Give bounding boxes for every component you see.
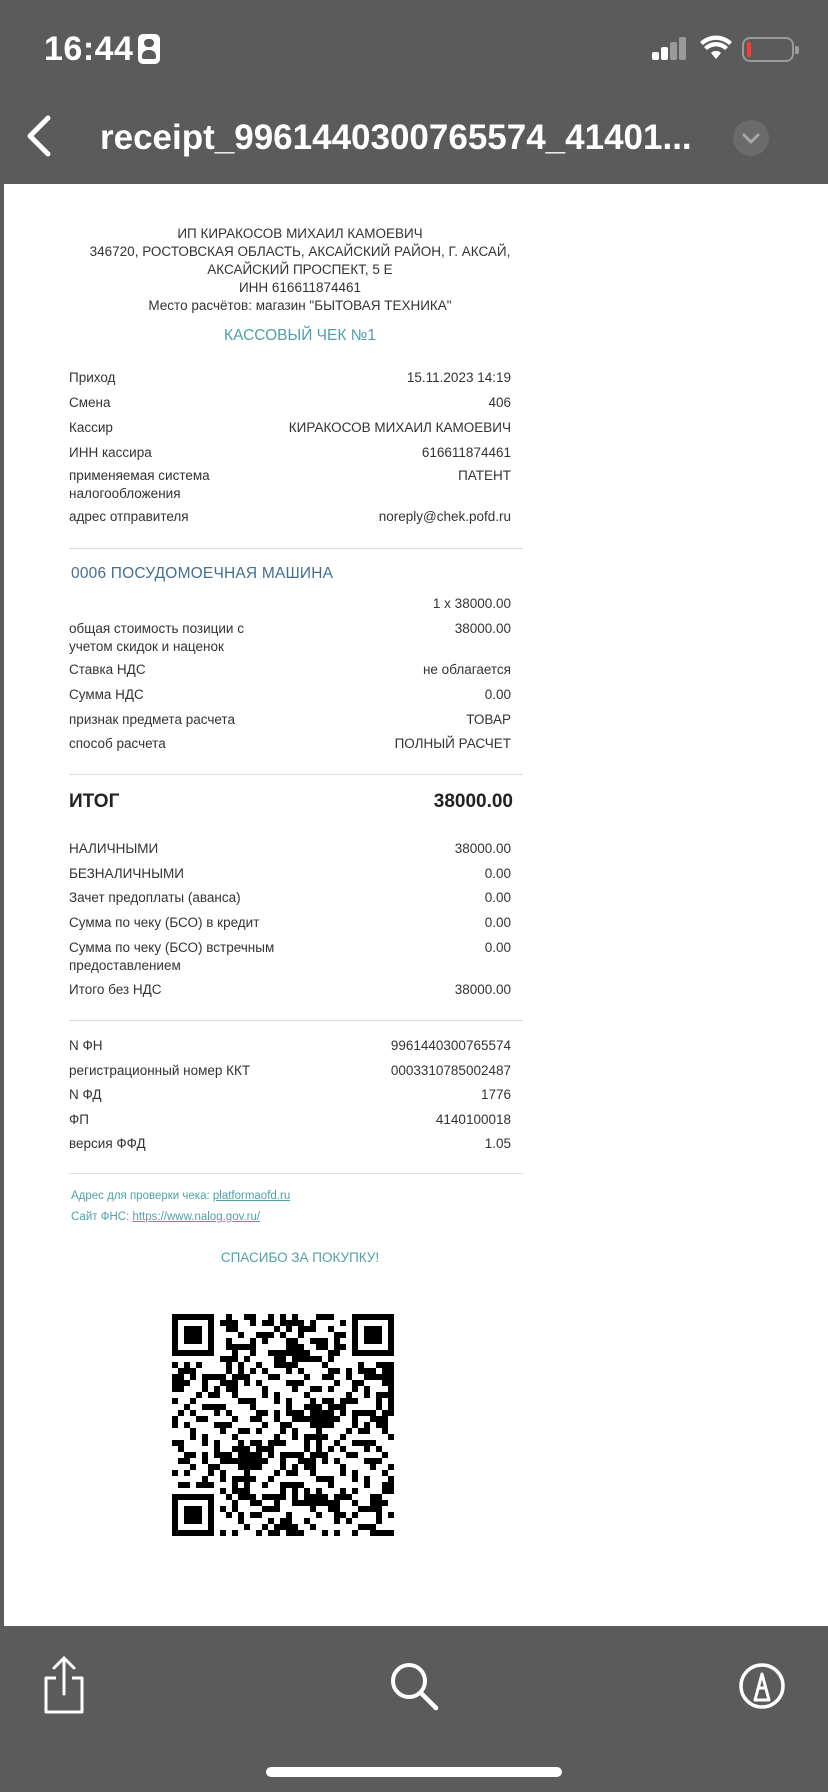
fiscal-label: версия ФФД <box>69 1136 146 1151</box>
item-value: ПОЛНЫЙ РАСЧЕТ <box>394 736 511 751</box>
payment-label: Зачет предоплаты (аванса) <box>69 890 241 905</box>
fiscal-label: регистрационный номер ККТ <box>69 1063 251 1078</box>
fiscal-value: 1.05 <box>484 1136 511 1151</box>
payment-label: Сумма по чеку (БСО) в кредит <box>69 915 260 930</box>
item-label: Ставка НДС <box>69 662 146 677</box>
info-value: 616611874461 <box>421 445 511 460</box>
divider <box>69 1020 523 1021</box>
check-address-line <box>71 1190 290 1202</box>
payment-value: 0.00 <box>484 940 511 955</box>
payment-value: 38000.00 <box>454 982 511 997</box>
battery-icon <box>742 37 794 62</box>
payment-value: 0.00 <box>484 890 511 905</box>
thanks-message: СПАСИБО ЗА ПОКУПКУ! <box>220 1250 380 1265</box>
document-page[interactable] <box>4 184 828 1626</box>
item-value: не облагается <box>422 662 511 677</box>
check-address-label: Адрес для проверки чека: <box>71 1190 210 1202</box>
info-label: Приход <box>69 370 116 385</box>
item-label: общая стоимость позиции с учетом скидок и наценок <box>69 621 244 654</box>
payment-value: 0.00 <box>484 866 511 881</box>
info-value: 15.11.2023 14:19 <box>406 370 511 385</box>
fiscal-value: 1776 <box>480 1087 511 1102</box>
payment-value: 0.00 <box>484 915 511 930</box>
receipt-title: КАССОВЫЙ ЧЕК №1 <box>224 327 376 344</box>
fns-site-line <box>71 1211 260 1223</box>
total-value: 38000.00 <box>433 791 513 812</box>
search-icon[interactable] <box>382 1654 446 1718</box>
seller-name: ИП КИРАКОСОВ МИХАИЛ КАМОЕВИЧ <box>177 226 423 241</box>
check-address-link[interactable]: platformaofd.ru <box>212 1190 291 1202</box>
wifi-icon <box>700 34 732 60</box>
seller-inn: ИНН 616611874461 <box>238 280 362 295</box>
home-indicator[interactable] <box>266 1767 562 1777</box>
divider <box>69 1173 523 1174</box>
status-bar <box>0 0 828 96</box>
fiscal-label: N ФН <box>69 1038 103 1053</box>
item-value: 0.00 <box>484 687 511 702</box>
info-label: Смена <box>69 395 111 410</box>
item-label: признак предмета расчета <box>69 712 235 727</box>
item-value: ТОВАР <box>466 712 511 727</box>
settlement-place: Место расчётов: магазин "БЫТОВАЯ ТЕХНИКА" <box>148 298 452 313</box>
payment-label: Сумма по чеку (БСО) встречным предоставлением <box>69 940 275 973</box>
info-label: Кассир <box>69 420 113 435</box>
status-time: 16:44 <box>44 30 134 68</box>
fns-site-link[interactable]: https://www.nalog.gov.ru/ <box>132 1211 261 1223</box>
info-label: применяемая система налогообложения <box>69 468 210 501</box>
cellular-signal-icon <box>652 36 688 60</box>
seller-address-line2: АКСАЙСКИЙ ПРОСПЕКТ, 5 Е <box>207 262 393 277</box>
divider <box>69 774 523 775</box>
fiscal-label: ФП <box>69 1112 89 1127</box>
fns-site-label: Сайт ФНС: <box>71 1211 130 1223</box>
chevron-left-icon[interactable] <box>20 112 60 160</box>
chevron-down-icon <box>733 120 769 156</box>
info-value: ПАТЕНТ <box>458 468 511 483</box>
contact-card-icon <box>138 34 160 64</box>
receipt <box>4 184 828 1626</box>
payment-value: 38000.00 <box>454 841 511 856</box>
info-value: КИРАКОСОВ МИХАИЛ КАМОЕВИЧ <box>288 420 511 435</box>
fiscal-value: 0003310785002487 <box>390 1063 511 1078</box>
info-value[interactable]: noreply@chek.pofd.ru <box>378 509 511 524</box>
fiscal-value: 4140100018 <box>435 1112 511 1127</box>
fiscal-label: N ФД <box>69 1087 102 1102</box>
divider <box>69 548 523 549</box>
item-label: Сумма НДС <box>69 687 144 702</box>
item-name: 0006 ПОСУДОМОЕЧНАЯ МАШИНА <box>71 565 334 582</box>
payment-label: Итого без НДС <box>69 982 162 997</box>
document-title: receipt_9961440300765574_41401... <box>100 118 692 157</box>
payment-label: НАЛИЧНЫМИ <box>69 841 159 856</box>
share-icon[interactable] <box>32 1654 96 1718</box>
item-label: способ расчета <box>69 736 166 751</box>
info-value: 406 <box>488 395 511 410</box>
item-qty-price: 1 x 38000.00 <box>432 596 511 611</box>
seller-address-line1: 346720, РОСТОВСКАЯ ОБЛАСТЬ, АКСАЙСКИЙ РАЙОН, Г. АКСАЙ, <box>89 244 511 259</box>
bottom-toolbar <box>0 1626 828 1792</box>
info-label: ИНН кассира <box>69 445 152 460</box>
nav-bar <box>0 96 828 184</box>
total-row <box>69 791 513 817</box>
title-menu-button[interactable] <box>733 120 769 156</box>
item-value: 38000.00 <box>454 621 511 636</box>
fiscal-value: 9961440300765574 <box>390 1038 511 1053</box>
total-label: ИТОГ <box>69 791 120 812</box>
info-label: адрес отправителя <box>69 509 189 524</box>
payment-label: БЕЗНАЛИЧНЫМИ <box>69 866 184 881</box>
qr-code-image <box>172 1314 394 1536</box>
markup-icon[interactable] <box>730 1654 794 1718</box>
